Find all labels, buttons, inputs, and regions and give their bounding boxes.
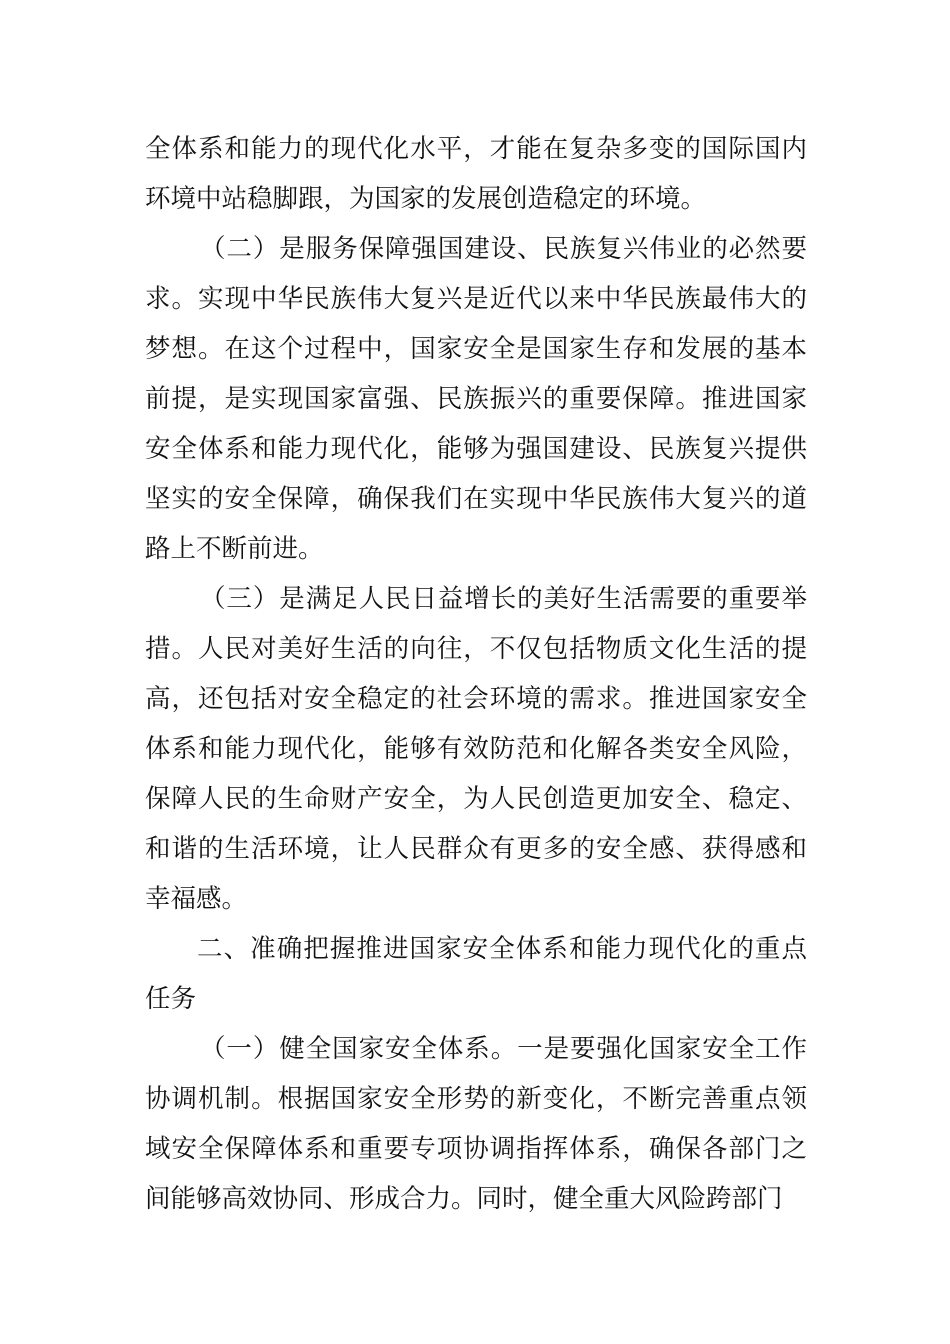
- paragraph-continuation: 全体系和能力的现代化水平，才能在复杂多变的国际国内环境中站稳脚跟，为国家的发展创造稳定的环境。: [145, 134, 807, 214]
- paragraph-section-2: （二）是服务保障强国建设、民族复兴伟业的必然要求。实现中华民族伟大复兴是近代以来中华民族最伟大的梦想。在这个过程中，国家安全是国家生存和发展的基本前提，是实现国家富强、民族振兴的重要保障。推进国家安全体系和能力现代化，能够为强国建设、民族复兴提供坚实的安全保障，确保我们在实现中华民族伟大复兴的道路上不断前进。: [145, 234, 807, 564]
- paragraph-section-3: （三）是满足人民日益增长的美好生活需要的重要举措。人民对美好生活的向往，不仅包括物质文化生活的提高，还包括对安全稳定的社会环境的需求。推进国家安全体系和能力现代化，能够有效防范和化解各类安全风险，保障人民的生命财产安全，为人民创造更加安全、稳定、和谐的生活环境，让人民群众有更多的安全感、获得感和幸福感。: [145, 584, 807, 914]
- paragraph-task-1: （一）健全国家安全体系。一是要强化国家安全工作协调机制。根据国家安全形势的新变化，不断完善重点领域安全保障体系和重要专项协调指挥体系，确保各部门之间能够高效协同、形成合力。同时，健全重大风险跨部门: [145, 1034, 807, 1214]
- document-body: [145, 124, 807, 1224]
- section-heading: 二、准确把握推进国家安全体系和能力现代化的重点任务: [145, 934, 807, 1014]
